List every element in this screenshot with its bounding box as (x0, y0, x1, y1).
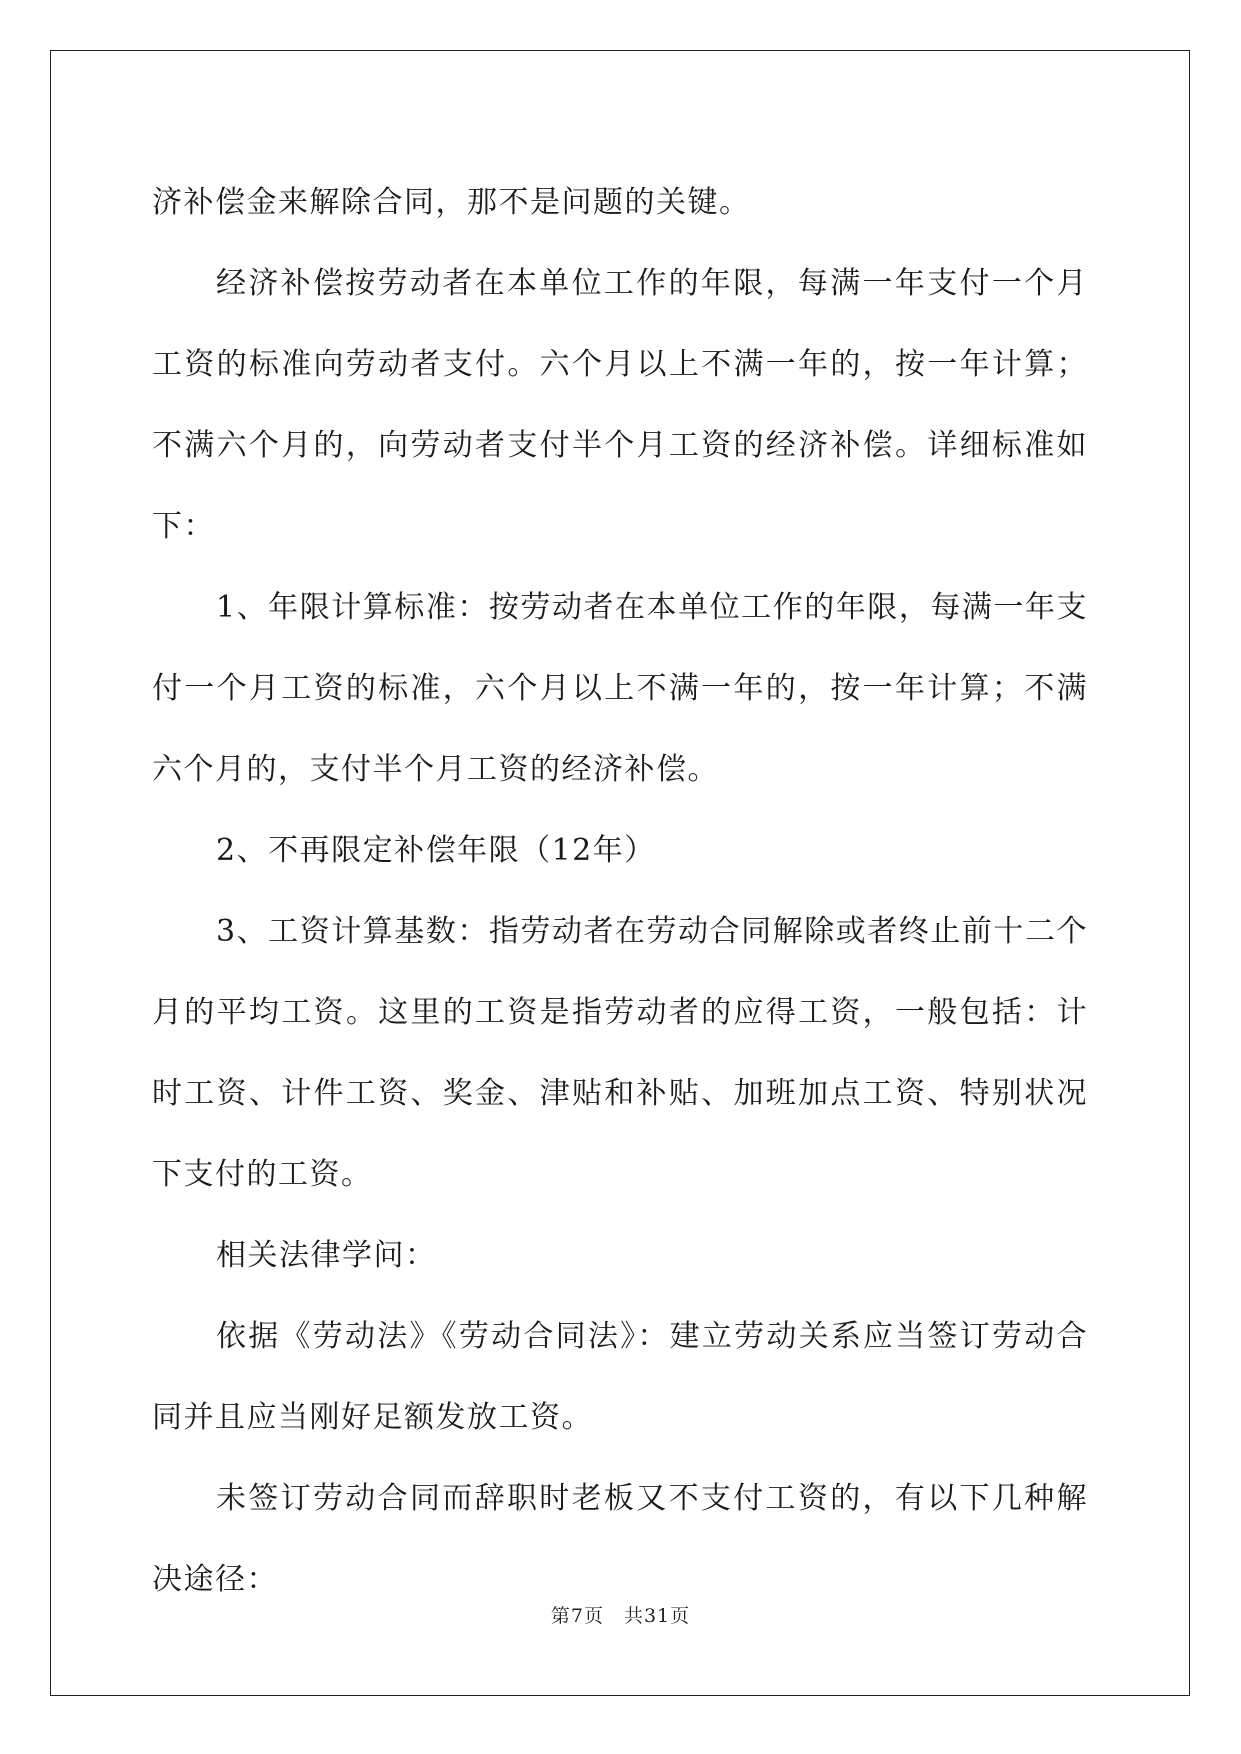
page-number: 第7页 (550, 1605, 604, 1627)
paragraph-1: 济补偿金来解除合同，那不是问题的关键。 (152, 185, 751, 220)
paragraph-3: 1、年限计算标准：按劳动者在本单位工作的年限，每满一年支付一个月工资的标准，六个月以上不满一年的，按一年计算；不满六个月的，支付半个月工资的经济补偿。 (152, 590, 1088, 787)
document-body (152, 162, 1088, 1620)
paragraph-8: 未签订劳动合同而辞职时老板又不支付工资的，有以下几种解决途径： (152, 1481, 1088, 1597)
total-pages: 共31页 (623, 1605, 691, 1627)
paragraph-5: 3、工资计算基数：指劳动者在劳动合同解除或者终止前十二个月的平均工资。这里的工资是指劳动者的应得工资，一般包括：计时工资、计件工资、奖金、津贴和补贴、加班加点工资、特别状况下支付的工资。 (152, 914, 1088, 1192)
page-footer (0, 1604, 1241, 1628)
paragraph-2: 经济补偿按劳动者在本单位工作的年限，每满一年支付一个月工资的标准向劳动者支付。六个月以上不满一年的，按一年计算；不满六个月的，向劳动者支付半个月工资的经济补偿。详细标准如下： (152, 266, 1088, 544)
paragraph-7: 依据《劳动法》《劳动合同法》：建立劳动关系应当签订劳动合同并且应当刚好足额发放工资。 (152, 1319, 1088, 1435)
paragraph-6: 相关法律学问： (216, 1238, 437, 1273)
paragraph-4: 2、不再限定补偿年限（12年） (216, 833, 656, 868)
